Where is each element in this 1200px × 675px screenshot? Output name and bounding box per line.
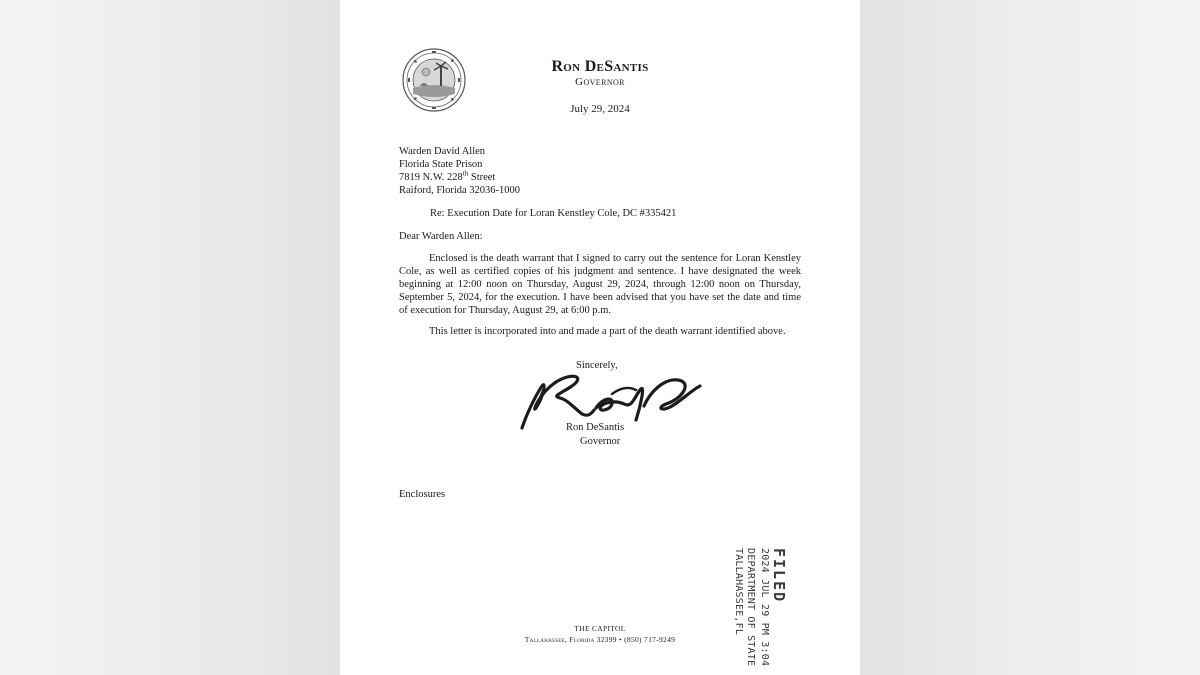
recipient-name: Warden David Allen [399, 146, 486, 157]
stamp-location: TALLAHASSEE,FL [733, 548, 744, 636]
signer-name: Ron DeSantis [566, 422, 625, 433]
subject-line: Re: Execution Date for Loran Kenstley Cole, DC #335421 [430, 208, 677, 219]
enclosures-note: Enclosures [399, 489, 446, 500]
body-paragraph-1: Enclosed is the death warrant that I signed to carry out the sentence for Loran Kenstley Cole, as well as certified copies of his judgment and sentence. I have designated the week beginning at 12:00 noon on Thursday, August 29, 2024, through 12:00 noon on Thursday, September 5, 2024, for the execution. I have been advised that you have set the date and time of execution for Thursday, August 29, at 6:00 p.m. [399, 253, 801, 316]
letter-date: July 29, 2024 [570, 103, 630, 115]
stamp-department: DEPARTMENT OF STATE [745, 548, 756, 667]
footer-building: THE CAPITOL [574, 624, 626, 633]
state-seal-icon [402, 48, 466, 112]
recipient-street [399, 171, 520, 184]
body-paragraph-2: This letter is incorporated into and made a part of the death warrant identified above. [429, 326, 786, 337]
background-right [860, 0, 1200, 675]
recipient-institution: Florida State Prison [399, 159, 483, 170]
recipient-city: Raiford, Florida 32036-1000 [399, 185, 521, 196]
footer-address: Tallahassee, Florida 32399 • (850) 717-9249 [524, 635, 676, 644]
background-left [0, 0, 340, 675]
governor-name: Ron DeSantis [551, 58, 649, 75]
recipient-address [399, 145, 520, 197]
street-suffix: Street [468, 172, 496, 183]
stamp-status: FILED [770, 548, 788, 604]
handwritten-signature [516, 368, 706, 436]
letter-page [340, 0, 860, 675]
stamp-timestamp: 2024 JUL 29 PM 3:04 [759, 548, 770, 667]
salutation: Dear Warden Allen: [399, 231, 483, 242]
governor-title: Governor [575, 76, 625, 88]
closing-sincerely: Sincerely, [576, 360, 618, 371]
street-number: 7819 N.W. 228 [399, 172, 463, 183]
signer-title: Governor [580, 436, 621, 447]
street-ordinal: th [462, 169, 469, 178]
